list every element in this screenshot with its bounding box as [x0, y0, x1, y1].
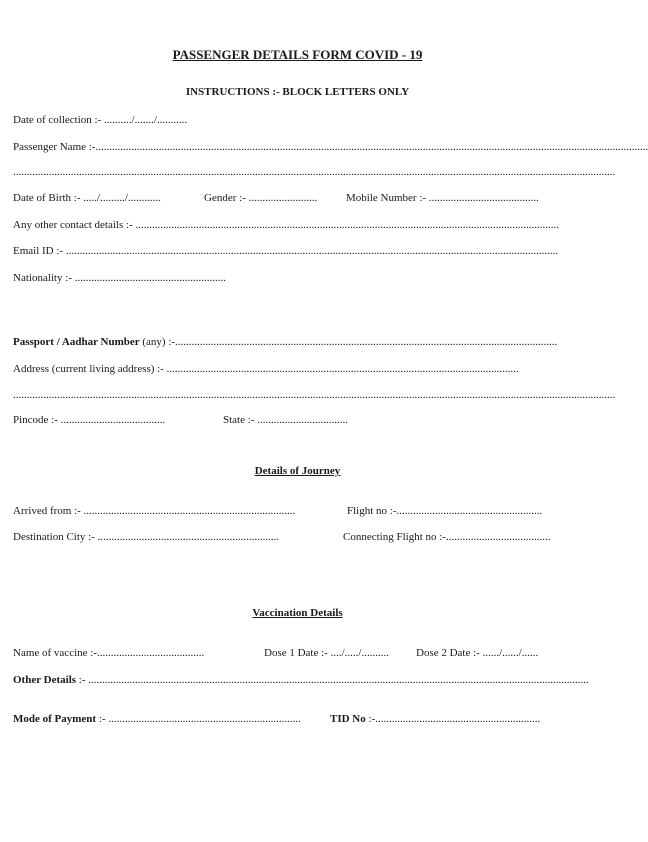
passport-aadhar-label: Passport / Aadhar Number — [13, 336, 140, 348]
passenger-name-field[interactable]: Passenger Name :-......................................................................................................................................................................................................... — [13, 141, 648, 153]
address-continuation[interactable]: ........................................................................................................................................................................................................................... — [13, 389, 616, 401]
flight-no-field[interactable]: Flight no :-..................................................... — [347, 505, 543, 517]
address-field[interactable]: Address (current living address) :- ................................................................................................................................ — [13, 363, 519, 375]
instructions-text: INSTRUCTIONS :- BLOCK LETTERS ONLY — [185, 86, 410, 98]
passport-aadhar-input[interactable]: (any) :-........................................................................................................................................... — [139, 336, 558, 348]
tid-no-field[interactable] — [330, 712, 540, 726]
destination-city-field[interactable]: Destination City :- .................................................................. — [13, 531, 280, 543]
other-details-field[interactable] — [13, 673, 589, 687]
dose1-date-field[interactable]: Dose 1 Date :- ..../...../.......... — [264, 647, 389, 659]
tid-no-input[interactable]: :-............................................................ — [365, 713, 541, 725]
mobile-number-field[interactable]: Mobile Number :- ........................................ — [346, 192, 539, 204]
nationality-field[interactable]: Nationality :- ....................................................... — [13, 272, 226, 284]
pincode-field[interactable]: Pincode :- ...................................... — [13, 414, 166, 426]
arrived-from-field[interactable]: Arrived from :- ............................................................................. — [13, 505, 296, 517]
date-of-birth-field[interactable]: Date of Birth :- ...../........./............ — [13, 192, 161, 204]
gender-field[interactable]: Gender :- ......................... — [204, 192, 318, 204]
dose2-date-field[interactable]: Dose 2 Date :- ....../....../...... — [416, 647, 539, 659]
state-field[interactable]: State :- ................................. — [223, 414, 348, 426]
vaccination-heading: Vaccination Details — [252, 607, 343, 619]
passenger-name-continuation[interactable]: ........................................................................................................................................................................................................................... — [13, 166, 616, 178]
other-details-input[interactable]: :- ...................................................................................................................................................................................... — [76, 674, 589, 686]
passport-aadhar-field[interactable] — [13, 335, 565, 349]
tid-no-label: TID No — [330, 713, 366, 725]
other-details-label: Other Details — [13, 674, 77, 686]
mode-of-payment-label: Mode of Payment — [13, 713, 97, 725]
form-title: PASSENGER DETAILS FORM COVID - 19 — [172, 47, 423, 62]
email-id-field[interactable]: Email ID :- ................................................................................................................................................................................... — [13, 245, 559, 257]
connecting-flight-field[interactable]: Connecting Flight no :-...................................... — [343, 531, 551, 543]
mode-of-payment-field[interactable] — [13, 712, 301, 726]
other-contact-field[interactable]: Any other contact details :- .......................................................................................................................................................... — [13, 219, 559, 231]
journey-heading: Details of Journey — [254, 465, 341, 477]
date-of-collection-field[interactable]: Date of collection :- ........../......./........... — [13, 114, 188, 126]
vaccine-name-field[interactable]: Name of vaccine :-....................................... — [13, 647, 205, 659]
mode-of-payment-input[interactable]: :- ...................................................................... — [96, 713, 301, 725]
